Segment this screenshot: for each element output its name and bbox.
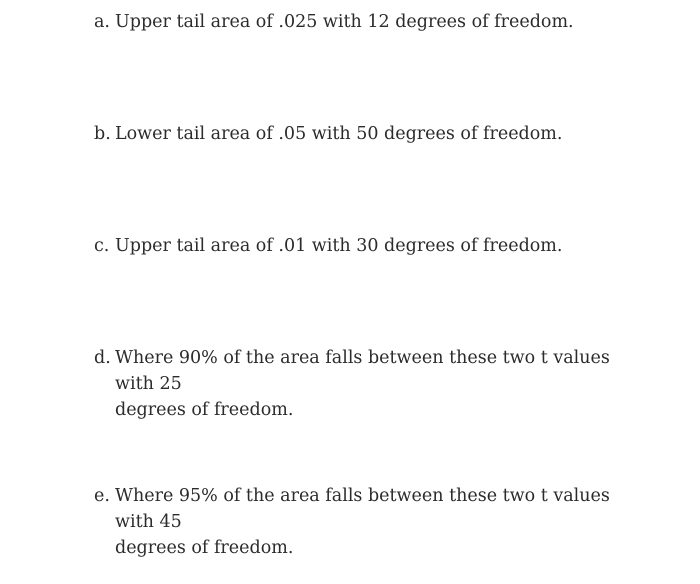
question-d-line-1: Where 90% of the area falls between these two t values with 25	[115, 348, 610, 394]
question-d-label: d.	[94, 348, 111, 368]
question-d-text	[115, 345, 634, 423]
question-a-line: Upper tail area of .025 with 12 degrees of freedom.	[115, 12, 574, 32]
question-c-text	[115, 233, 634, 259]
question-e-line-1: Where 95% of the area falls between these two t values with 45	[115, 486, 610, 532]
question-a-label: a.	[94, 12, 110, 32]
question-c-label: c.	[94, 236, 110, 256]
question-b-label: b.	[94, 124, 111, 144]
question-b-line: Lower tail area of .05 with 50 degrees of freedom.	[115, 124, 563, 144]
question-a-text	[115, 9, 634, 35]
question-d-line-2: degrees of freedom.	[115, 400, 294, 420]
question-a	[94, 9, 634, 35]
question-e-label: e.	[94, 486, 110, 506]
question-e	[94, 483, 634, 561]
question-b	[94, 121, 634, 147]
question-b-text	[115, 121, 634, 147]
question-e-text	[115, 483, 634, 561]
question-c-line: Upper tail area of .01 with 30 degrees of freedom.	[115, 236, 563, 256]
question-d	[94, 345, 634, 423]
question-c	[94, 233, 634, 259]
question-e-line-2: degrees of freedom.	[115, 538, 294, 558]
